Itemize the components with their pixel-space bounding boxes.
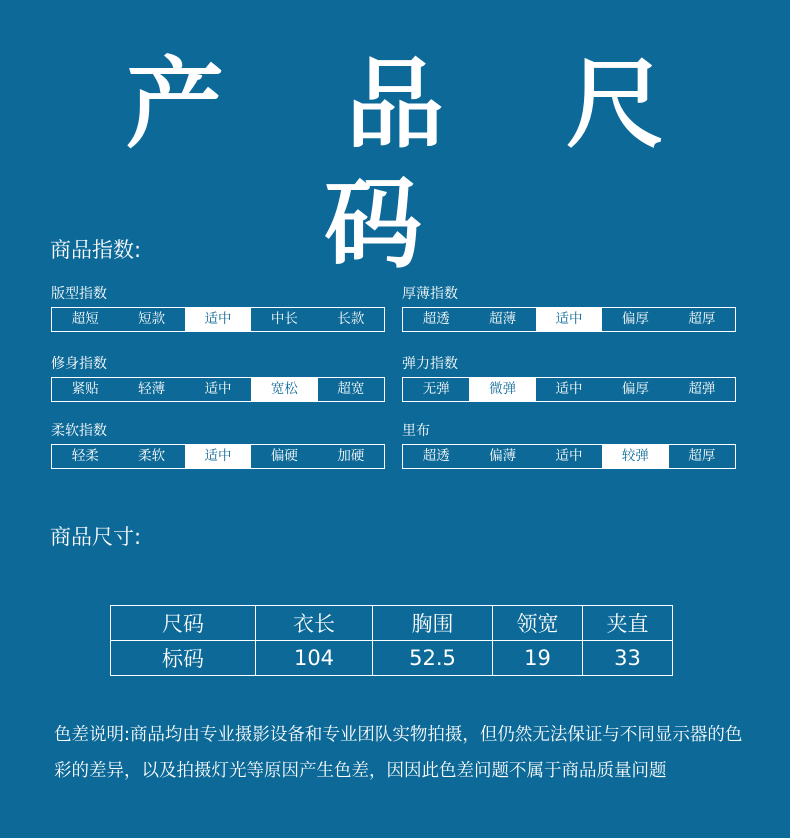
index-option: 柔软 — [138, 448, 166, 464]
index-option: 超短 — [71, 311, 99, 327]
index-label: 厚薄指数 — [402, 286, 458, 302]
index-option: 偏厚 — [621, 381, 649, 397]
index-option: 轻薄 — [138, 381, 166, 397]
index-group — [51, 355, 385, 402]
index-option: 超厚 — [688, 448, 716, 464]
index-group — [402, 422, 736, 469]
index-option-selected: 较弹 — [602, 445, 668, 468]
index-group — [402, 285, 736, 332]
size-table-cell: 104 — [256, 641, 373, 676]
size-table-cell: 33 — [583, 641, 673, 676]
index-option: 偏薄 — [489, 448, 517, 464]
index-option: 超透 — [422, 311, 450, 327]
index-option: 偏厚 — [621, 311, 649, 327]
index-option: 中长 — [270, 311, 298, 327]
index-label: 柔软指数 — [51, 423, 107, 439]
size-table-cell: 19 — [493, 641, 583, 676]
index-group — [402, 355, 736, 402]
size-table-header-row — [111, 606, 673, 641]
index-option: 短款 — [138, 311, 166, 327]
index-label: 弹力指数 — [402, 356, 458, 372]
table-row — [111, 641, 673, 676]
index-option: 紧贴 — [71, 381, 99, 397]
size-table-header-cell: 领宽 — [493, 606, 583, 641]
index-option-selected: 宽松 — [251, 378, 317, 401]
index-option: 加硬 — [337, 448, 365, 464]
index-option: 超弹 — [688, 381, 716, 397]
index-label: 版型指数 — [51, 286, 107, 302]
sizes-heading: 商品尺寸: — [50, 525, 142, 549]
index-option: 超宽 — [337, 381, 365, 397]
index-scale — [51, 444, 385, 469]
color-disclaimer: 色差说明:商品均由专业摄影设备和专业团队实物拍摄，但仍然无法保证与不同显示器的色彩的差异，以及拍摄灯光等原因产生色差，因因此色差问题不属于商品质量问题 — [54, 725, 743, 781]
index-option: 长款 — [337, 311, 365, 327]
index-label: 修身指数 — [51, 356, 107, 372]
size-table-header-cell: 胸围 — [373, 606, 493, 641]
size-table-header-cell: 尺码 — [111, 606, 256, 641]
size-table-cell: 标码 — [111, 641, 256, 676]
index-scale — [51, 377, 385, 402]
size-table-cell: 52.5 — [373, 641, 493, 676]
index-option: 偏硬 — [270, 448, 298, 464]
index-option-selected: 微弹 — [469, 378, 535, 401]
size-table-header-cell: 夹直 — [583, 606, 673, 641]
index-option: 适中 — [204, 381, 232, 397]
index-option: 轻柔 — [71, 448, 99, 464]
index-option: 适中 — [555, 381, 583, 397]
size-table — [110, 605, 673, 676]
index-option: 超透 — [422, 448, 450, 464]
index-scale — [402, 444, 736, 469]
index-scale — [402, 377, 736, 402]
index-option: 超厚 — [688, 311, 716, 327]
indices-heading: 商品指数: — [50, 238, 142, 262]
index-option: 适中 — [555, 448, 583, 464]
index-scale — [402, 307, 736, 332]
index-option: 超薄 — [489, 311, 517, 327]
size-table-header-cell: 衣长 — [256, 606, 373, 641]
index-option: 无弹 — [422, 381, 450, 397]
index-option-selected: 适中 — [536, 308, 602, 331]
page-title: 产 品 尺 码 — [125, 47, 709, 282]
index-scale — [51, 307, 385, 332]
index-option-selected: 适中 — [185, 445, 251, 468]
index-label: 里布 — [402, 423, 430, 439]
index-option-selected: 适中 — [185, 308, 251, 331]
index-group — [51, 285, 385, 332]
index-group — [51, 422, 385, 469]
